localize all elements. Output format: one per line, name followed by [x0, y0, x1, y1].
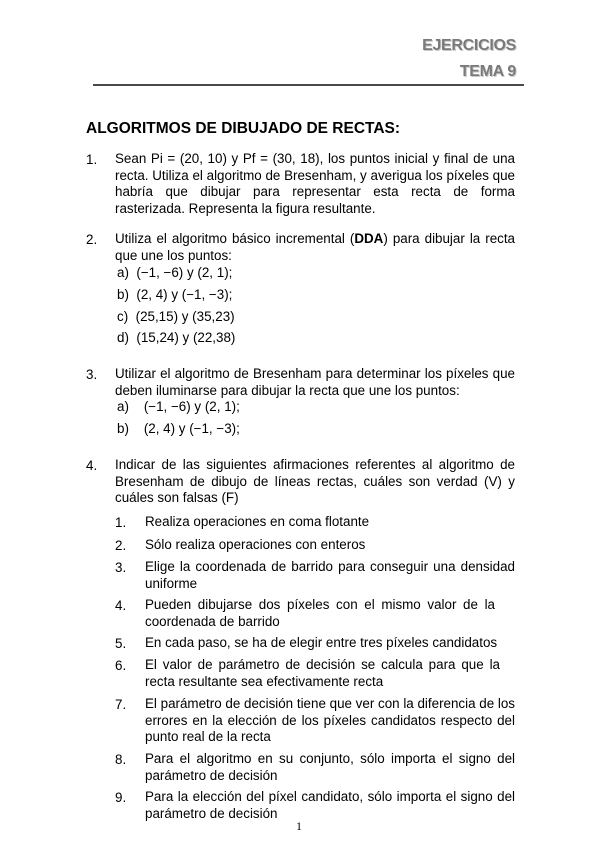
- statement-2-number: 2.: [115, 538, 127, 553]
- exercise-3-item-a: a) (−1, −6) y (2, 1);: [117, 399, 240, 414]
- statement-5-number: 5.: [115, 636, 127, 651]
- exercise-3-number: 3.: [86, 367, 98, 382]
- exercise-1-number: 1.: [86, 152, 98, 167]
- statement-8-number: 8.: [115, 752, 127, 767]
- exercise-3-item-b: b) (2, 4) y (−1, −3);: [117, 421, 240, 436]
- statement-6-number: 6.: [115, 658, 127, 673]
- page-title: ALGORITMOS DE DIBUJADO DE RECTAS:: [86, 120, 401, 137]
- statement-2-text: Sólo realiza operaciones con enteros: [145, 537, 366, 552]
- exercise-2-item-a: a) (−1, −6) y (2, 1);: [117, 265, 233, 280]
- statement-6-text: El valor de parámetro de decisión se calcula para que la recta resultante sea efectivamente recta: [145, 657, 500, 689]
- statement-1-text: Realiza operaciones en coma flotante: [145, 514, 370, 529]
- statement-4-text: Pueden dibujarse dos píxeles con el mismo valor de la coordenada de barrido: [145, 597, 495, 629]
- statement-5-text: En cada paso, se ha de elegir entre tres píxeles candidatos: [145, 635, 498, 650]
- exercise-3-text: Utilizar el algoritmo de Bresenham para determinar los píxeles que deben iluminarse para dibujar la recta que une los puntos:: [115, 366, 515, 398]
- page-number: 1: [296, 819, 302, 833]
- statement-7-text: El parámetro de decisión tiene que ver con la diferencia de los errores en la elección de los píxeles candidatos respecto del punto real de la recta: [145, 696, 515, 744]
- statement-4-number: 4.: [115, 598, 127, 613]
- statement-1-number: 1.: [115, 515, 127, 530]
- exercise-2-item-b: b) (2, 4) y (−1, −3);: [117, 287, 233, 302]
- exercise-1-text: Sean Pi = (20, 10) y Pf = (30, 18), los puntos inicial y final de una recta. Utiliza el algoritmo de Bresenham, y averigua los píxeles que habría que dibujar para representar esta recta de forma rasterizada. Representa la figura resultante.: [115, 151, 515, 216]
- statement-9-number: 9.: [115, 790, 127, 805]
- dda-label: DDA: [354, 231, 384, 246]
- header-rule: [93, 84, 524, 86]
- exercise-2-item-c: c) (25,15) y (35,23): [117, 309, 235, 324]
- statement-3-number: 3.: [115, 560, 127, 575]
- exercise-4-number: 4.: [86, 458, 98, 473]
- statement-7-number: 7.: [115, 697, 127, 712]
- exercise-2-number: 2.: [86, 232, 98, 247]
- exercise-2-item-d: d) (15,24) y (22,38): [117, 330, 236, 345]
- exercise-2-text: Utiliza el algoritmo básico incremental (DDA) para dibujar la recta que une los puntos:: [115, 231, 516, 263]
- statement-8-text: Para el algoritmo en su conjunto, sólo importa el signo del parámetro de decisión: [145, 751, 515, 783]
- exercise-4-text: Indicar de las siguientes afirmaciones referentes al algoritmo de Bresenham de dibujo de líneas rectas, cuáles son verdad (V) y cuáles son falsas (F): [115, 457, 515, 505]
- statement-9-text: Para la elección del píxel candidato, sólo importa el signo del parámetro de decisión: [145, 789, 515, 821]
- header-topic: TEMA 9: [459, 63, 516, 80]
- header-subject: EJERCICIOS: [422, 37, 516, 54]
- statement-3-text: Elige la coordenada de barrido para conseguir una densidad uniforme: [145, 559, 515, 591]
